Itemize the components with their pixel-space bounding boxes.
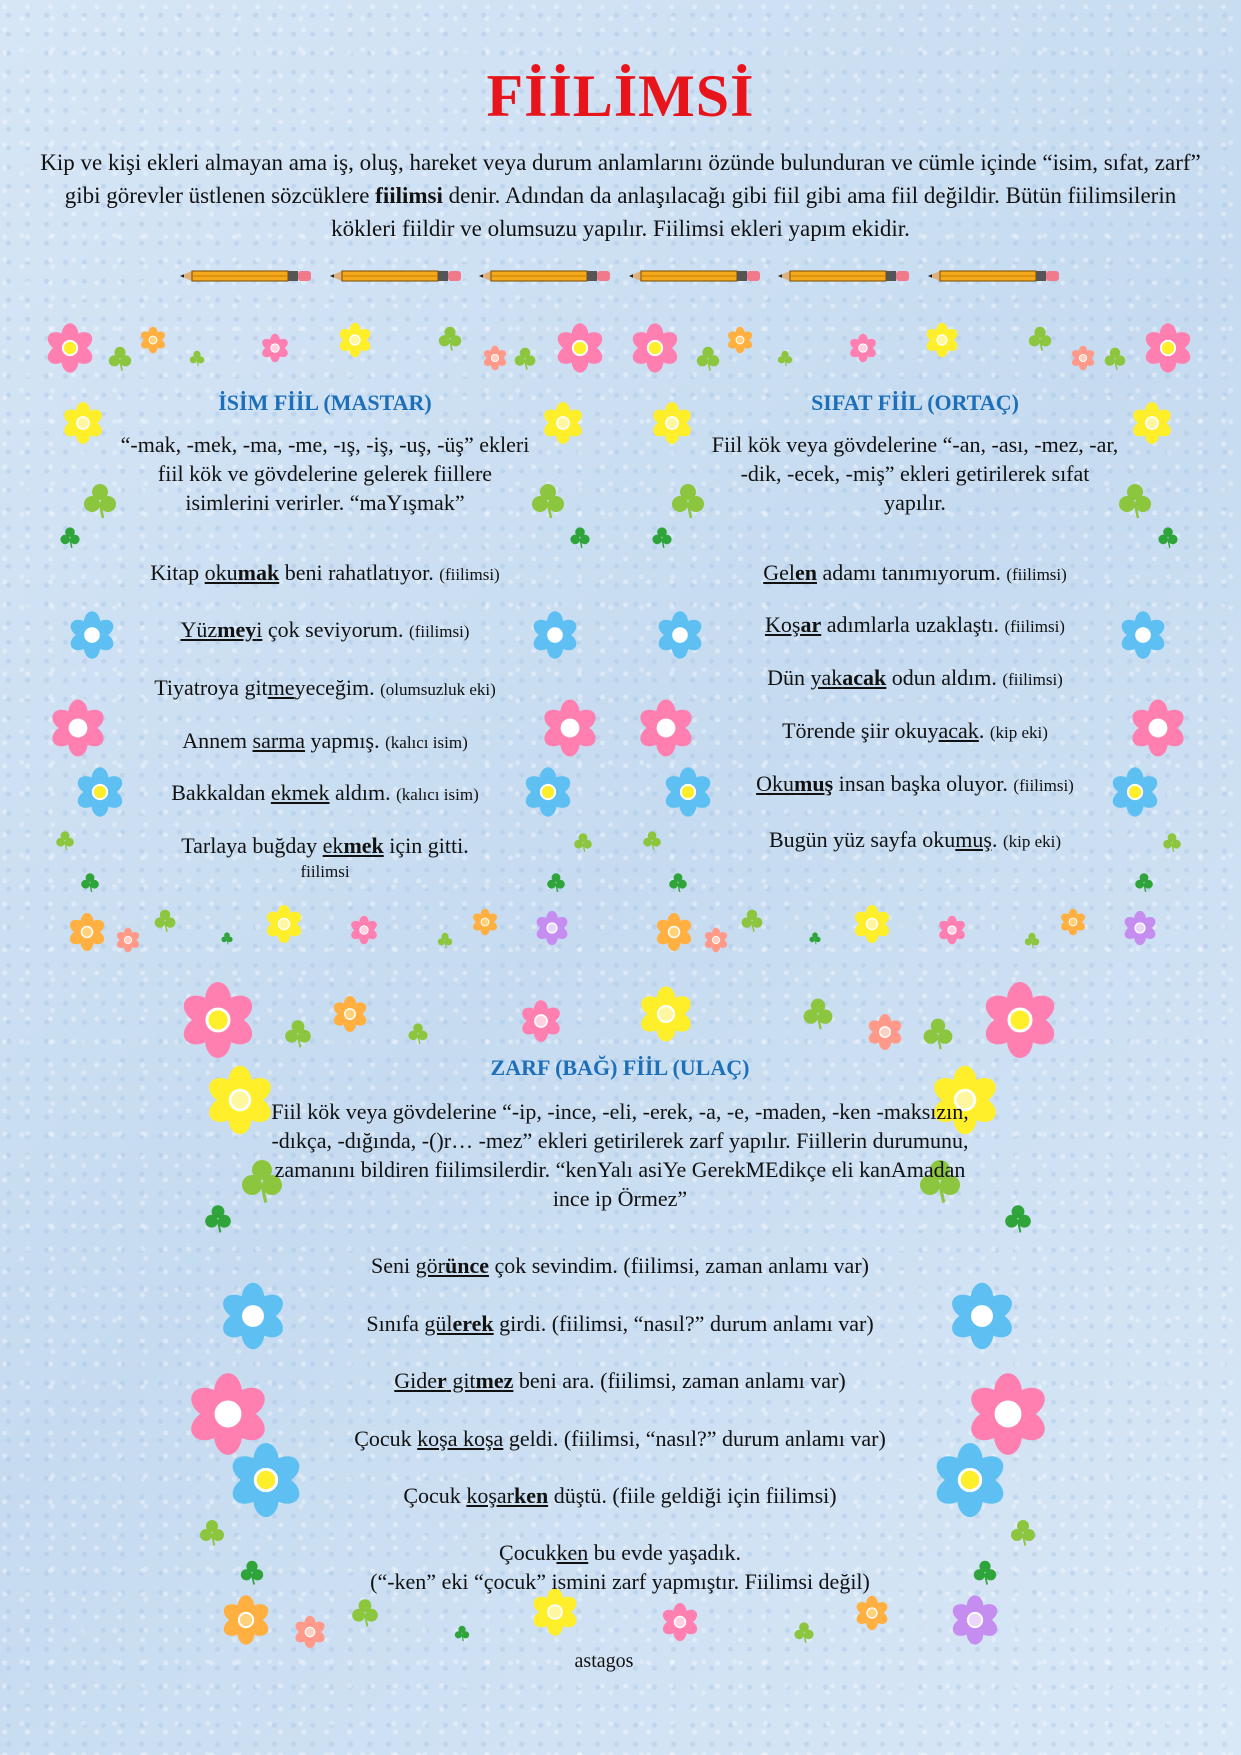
section-sifat-fiil: [710, 390, 1120, 870]
example-sentence: Tiyatroya gitmeyeceğim. (olumsuzluk eki): [154, 675, 496, 700]
clover-icon: [800, 995, 836, 1031]
flower-icon: [349, 915, 379, 945]
pencil-icon: [180, 268, 312, 284]
flower-icon: [1059, 908, 1087, 936]
example-sentence: Kitap okumak beni rahatlatıyor. (fiilimsi): [150, 560, 500, 585]
clover-icon: [188, 349, 206, 367]
section-isim-fiil: [120, 390, 530, 900]
flower-icon: [178, 980, 258, 1060]
intro-text-1: Kip ve kişi ekleri almayan ama iş, oluş, hareket veya durum anlamlarını özünde bulunduran ve cümle içinde “isim, sıfat, zarf” gibi görevler üstlenen sözcüklere: [40, 150, 1201, 208]
pencil-icon: [479, 268, 611, 284]
clover-icon: [58, 525, 82, 549]
pencil-icon: [330, 268, 462, 284]
pencil-icon: [928, 268, 1060, 284]
clover-icon: [792, 1620, 816, 1644]
clover-icon: [79, 871, 101, 893]
clover-icon: [238, 1558, 266, 1586]
clover-icon: [512, 345, 538, 371]
section-description: Fiil kök veya gövdelerine “-an, -ası, -mez, -ar, -dik, -ecek, -miş” ekleri getirilerek sıfat yapılır.: [711, 432, 1119, 515]
pencil-icon: [778, 268, 910, 284]
flower-icon: [482, 345, 508, 371]
flower-icon: [636, 698, 696, 758]
example-sentence: Okumuş insan başka oluyor. (fiilimsi): [756, 771, 1074, 796]
clover-icon: [436, 324, 464, 352]
clover-icon: [80, 480, 120, 520]
clover-icon: [152, 907, 178, 933]
flower-icon: [331, 995, 369, 1033]
clover-icon: [1026, 324, 1054, 352]
example-sentence: Koşar adımlarla uzaklaştı. (fiilimsi): [765, 612, 1065, 637]
flower-icon: [1130, 401, 1174, 445]
flower-icon: [852, 904, 892, 944]
flower-icon: [1128, 698, 1188, 758]
clover-icon: [528, 480, 568, 520]
intro-paragraph: [40, 146, 1201, 245]
example-sentence: Sınıfa gülerek girdi. (fiilimsi, “nasıl?” durum anlamı var): [366, 1311, 874, 1336]
page-title: FİİLİMSİ: [486, 63, 755, 129]
flower-icon: [61, 401, 105, 445]
flower-icon: [293, 1615, 327, 1649]
clover-icon: [1008, 1517, 1038, 1547]
clover-icon: [406, 1021, 430, 1045]
clover-icon: [282, 1017, 314, 1049]
flower-icon: [44, 322, 96, 374]
clover-icon: [572, 831, 594, 853]
flower-icon: [637, 985, 695, 1043]
flower-icon: [260, 333, 290, 363]
clover-icon: [1115, 480, 1155, 520]
author-signature: astagos: [574, 1650, 634, 1672]
example-sentence: Çocukken bu evde yaşadık.: [499, 1540, 741, 1565]
clover-icon: [650, 525, 674, 549]
example-sentence: Bugün yüz sayfa okumuş. (kip eki): [768, 827, 1062, 852]
section-heading: SIFAT FİİL (ORTAÇ): [811, 390, 1019, 415]
flower-icon: [937, 915, 967, 945]
section-description: “-mak, -mek, -ma, -me, -ış, -iş, -uş, -üş” ekleri fiil kök ve gövdelerine gelerek fiillere isimlerini verirler. “maYışmak”: [120, 432, 530, 515]
clover-icon: [667, 871, 689, 893]
flower-icon: [848, 333, 878, 363]
flower-icon: [541, 401, 585, 445]
flower-icon: [866, 1013, 904, 1051]
section-heading: ZARF (BAĞ) FİİL (ULAÇ): [490, 1055, 750, 1080]
flower-icon: [337, 322, 373, 358]
clover-icon: [106, 344, 134, 372]
example-note: fiilimsi: [300, 862, 350, 881]
clover-icon: [453, 1624, 471, 1642]
section-heading: İSİM FİİL (MASTAR): [218, 390, 432, 415]
flower-icon: [654, 912, 694, 952]
flower-icon: [1122, 910, 1158, 946]
flower-icon: [530, 610, 580, 660]
example-sentence: Yüzmeyi çok seviyorum. (fiilimsi): [180, 617, 470, 642]
intro-text-2: denir. Adından da anlaşılacağı gibi fiil gibi ama fiil değildir. Bütün fiilimsilerin kökleri fiildir ve olumsuzu yapılır. Fiilimsi ekleri yapım ekidir.: [331, 183, 1177, 241]
clover-icon: [641, 829, 663, 851]
clover-icon: [920, 1015, 956, 1051]
flower-icon: [924, 322, 960, 358]
flower-icon: [220, 1594, 272, 1646]
flower-icon: [139, 326, 167, 354]
flower-icon: [980, 980, 1060, 1060]
flower-icon: [67, 912, 107, 952]
flower-icon: [662, 766, 714, 818]
clover-icon: [1102, 345, 1128, 371]
example-sentence: Seni görünce çok sevindim. (fiilimsi, zaman anlamı var): [371, 1253, 869, 1278]
clover-icon: [668, 480, 708, 520]
example-sentence: Çocuk koşa koşa geldi. (fiilimsi, “nasıl?” durum anlamı var): [354, 1426, 886, 1451]
flower-icon: [534, 910, 570, 946]
example-explanation: (“-ken” eki “çocuk” ismini zarf yapmıştır. Fiilimsi değil): [370, 1569, 870, 1594]
clover-icon: [220, 931, 234, 945]
clover-icon: [436, 931, 454, 949]
example-sentence: Gelen adamı tanımıyorum. (fiilimsi): [763, 560, 1067, 585]
clover-icon: [202, 1202, 234, 1234]
clover-icon: [1133, 871, 1155, 893]
clover-icon: [808, 931, 822, 945]
intro-bold-term: fiilimsi: [375, 183, 443, 208]
clover-icon: [54, 829, 76, 851]
clover-icon: [545, 871, 567, 893]
clover-icon: [1023, 931, 1041, 949]
flower-icon: [703, 927, 729, 953]
example-sentence: Törende şiir okuyacak. (kip eki): [782, 718, 1048, 743]
clover-icon: [694, 344, 722, 372]
flower-icon: [471, 908, 499, 936]
pencil-divider: [180, 268, 1060, 288]
flower-icon: [726, 326, 754, 354]
flower-icon: [264, 904, 304, 944]
example-sentence: Annem sarma yapmış. (kalıcı isim): [182, 728, 468, 753]
example-sentence: Tarlaya buğday ekmek için gitti.: [181, 833, 469, 858]
section-zarf-fiil: [270, 1055, 970, 1615]
example-sentence: Çocuk koşarken düştü. (fiile geldiği için fiilimsi): [403, 1483, 837, 1508]
flower-icon: [629, 322, 681, 374]
flower-icon: [519, 999, 563, 1043]
flower-icon: [1142, 322, 1194, 374]
flower-icon: [48, 698, 108, 758]
flower-icon: [67, 610, 117, 660]
flower-icon: [115, 927, 141, 953]
example-sentence: Dün yakacak odun aldım. (fiilimsi): [767, 665, 1063, 690]
flower-icon: [74, 766, 126, 818]
clover-icon: [1002, 1202, 1034, 1234]
clover-icon: [197, 1517, 227, 1547]
flower-icon: [655, 610, 705, 660]
example-sentence: Gider gitmez beni ara. (fiilimsi, zaman anlamı var): [394, 1368, 846, 1393]
flower-icon: [650, 401, 694, 445]
flower-icon: [554, 322, 606, 374]
flower-icon: [204, 1064, 276, 1136]
section-description: Fiil kök veya gövdelerine “-ip, -ince, -eli, -erek, -a, -e, -maden, -ken -maksızın, -dıkça, -dığında, -()r… -mez” ekleri getirilerek zarf yapılır. Fiillerin durumunu, zamanını bildiren fiilimsilerdir. “kenYalı asiYe GerekMEdikçe eli kanAmadan ince ip Örmez”: [271, 1099, 969, 1211]
flower-icon: [1070, 345, 1096, 371]
clover-icon: [739, 907, 765, 933]
flower-icon: [540, 698, 600, 758]
pencil-icon: [629, 268, 761, 284]
example-sentence: Bakkaldan ekmek aldım. (kalıcı isim): [171, 780, 479, 805]
clover-icon: [1161, 831, 1183, 853]
clover-icon: [568, 525, 592, 549]
clover-icon: [776, 349, 794, 367]
clover-icon: [971, 1558, 999, 1586]
clover-icon: [1156, 525, 1180, 549]
flower-icon: [1118, 610, 1168, 660]
